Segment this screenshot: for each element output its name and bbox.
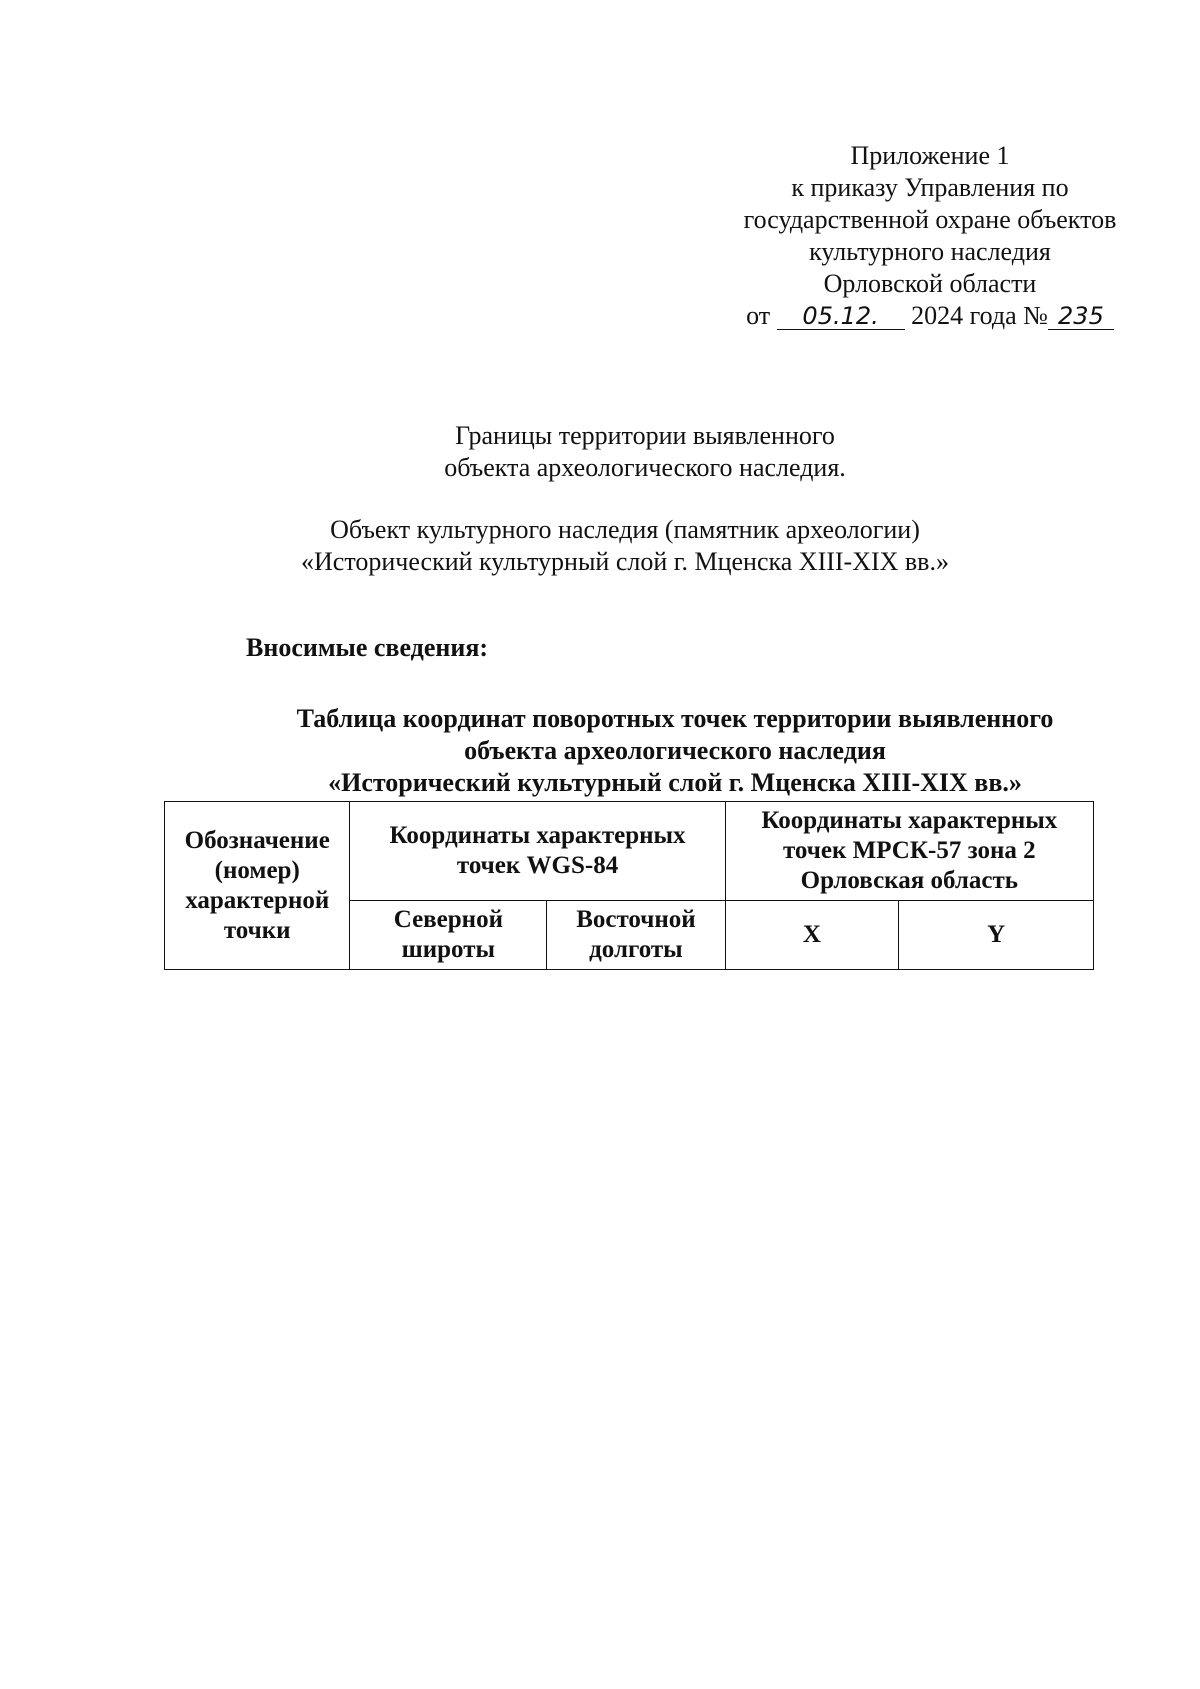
appendix-authority-2: культурного наследия	[809, 237, 1051, 266]
appendix-order-ref: к приказу Управления по	[791, 173, 1069, 202]
table-header-row-1	[165, 802, 1094, 901]
header-longitude: Восточной долготы	[547, 901, 725, 970]
appendix-region: Орловской области	[823, 269, 1037, 298]
appendix-authority: государственной охране объектов	[743, 205, 1117, 234]
appendix-date-line	[720, 300, 1140, 332]
header-msk57: Координаты характерных точек МРСК-57 зона 2 Орловская область	[725, 802, 1093, 901]
header-y: Y	[899, 901, 1094, 970]
boundaries-heading	[0, 420, 1200, 484]
table-title-line2: объекта археологического наследия	[464, 736, 886, 765]
date-prefix: от	[746, 301, 771, 330]
coordinates-table	[164, 801, 1094, 970]
table-title-line1: Таблица координат поворотных точек территории выявленного	[296, 704, 1054, 733]
header-latitude: Северной широты	[350, 901, 547, 970]
table-title	[260, 703, 1090, 799]
object-line1: Объект культурного наследия (памятник археологии)	[330, 515, 920, 544]
table-title-line3: «Исторический культурный слой г. Мценска XIII-XIX вв.»	[328, 768, 1022, 797]
year-text: 2024 года №	[911, 301, 1048, 330]
object-line2: «Исторический культурный слой г. Мценска XIII-XIX вв.»	[301, 547, 949, 576]
appendix-block	[720, 140, 1140, 332]
header-wgs84: Координаты характерных точек WGS-84	[350, 802, 725, 901]
section-label: Вносимые сведения:	[246, 633, 489, 662]
boundaries-heading-line2: объекта археологического наследия.	[444, 453, 846, 482]
handwritten-date: 05.12.	[777, 303, 905, 330]
boundaries-heading-line1: Границы территории выявленного	[455, 421, 835, 450]
header-point-number: Обозначение (номер) характерной точки	[165, 802, 350, 970]
object-description	[20, 514, 1200, 578]
appendix-title: Приложение 1	[850, 141, 1010, 170]
handwritten-order-number: 235	[1048, 303, 1114, 330]
header-x: X	[725, 901, 899, 970]
